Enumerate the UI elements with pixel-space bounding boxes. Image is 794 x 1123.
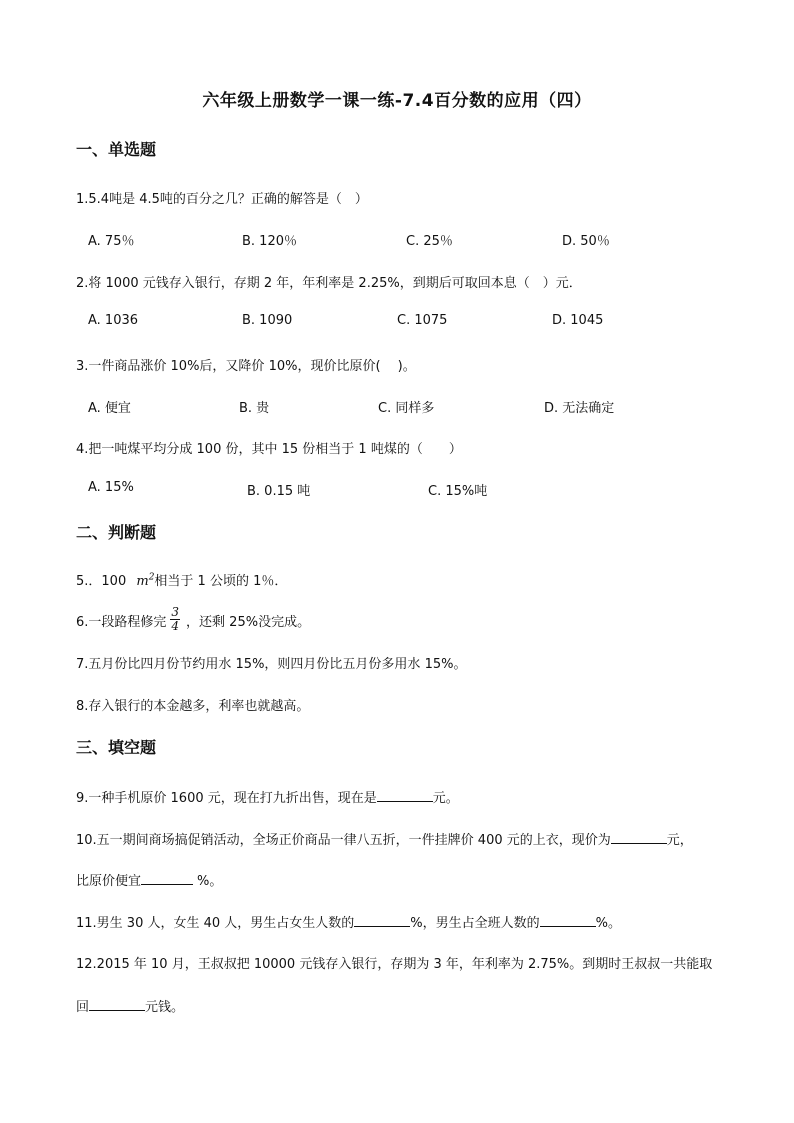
question-8: 8.存入银行的本金越多，利率也就越高。 [76, 699, 310, 714]
question-3: 3.一件商品涨价 10%后，又降价 10%，现价比原价( )。 [76, 359, 416, 374]
q5-unit [136, 574, 154, 589]
question-12-line-2 [76, 996, 184, 1015]
question-2: 2.将 1000 元钱存入银行，存期 2 年，年利率是 2.25%，到期后可取回本息（ ）元． [76, 276, 582, 291]
q11-answer-blank-2[interactable] [540, 914, 596, 927]
q10-answer-blank-2[interactable] [141, 872, 193, 885]
q2-option-a: A. 1036 [88, 313, 139, 328]
q6-numerator: 3 [171, 604, 180, 619]
question-10-line-2 [76, 870, 222, 889]
q2-option-b: B. 1090 [242, 313, 293, 328]
q4-option-c: C. 15%吨 [428, 484, 488, 499]
q6-denominator: 4 [171, 618, 180, 633]
question-12-line-1: 12.2015 年 10 月，王叔叔把 10000 元钱存入银行，存期为 3 年，年利率为 2.75%。到期时王叔叔一共能取 [76, 957, 713, 972]
q2-option-c: C. 1075 [397, 313, 448, 328]
q5-unit-exponent: 2 [148, 572, 155, 583]
q1-option-b: B. 120％ [242, 234, 297, 249]
q10-text-d: %。 [197, 874, 223, 889]
q1-option-a: A. 75％ [88, 234, 135, 249]
q12-text-c: 元钱。 [145, 1000, 185, 1015]
q11-text-b: %，男生占全班人数的 [410, 916, 540, 931]
question-11 [76, 912, 621, 931]
question-6 [76, 605, 310, 635]
section-heading-true-false: 二、判断题 [76, 523, 157, 542]
q10-answer-blank-1[interactable] [611, 831, 667, 844]
q11-answer-blank-1[interactable] [354, 914, 410, 927]
question-10-line-1 [76, 829, 693, 848]
section-heading-single-choice: 一、单选题 [76, 140, 157, 159]
q9-text-b: 元。 [432, 791, 459, 806]
q6-prefix: 6.一段路程修完 [76, 614, 167, 630]
q12-answer-blank[interactable] [89, 998, 145, 1011]
q1-option-c: C. 25％ [406, 234, 453, 249]
q5-prefix: 5.．100 [76, 574, 127, 589]
q10-text-a: 10.五一期间商场搞促销活动，全场正价商品一律八五折，一件挂牌价 400 元的上衣，现价为 [76, 833, 611, 848]
q4-option-a: A. 15% [88, 480, 134, 495]
question-7: 7.五月份比四月份节约用水 15%，则四月份比五月份多用水 15%。 [76, 657, 467, 672]
q11-text-a: 11.男生 30 人，女生 40 人，男生占女生人数的 [76, 916, 355, 931]
q11-text-c: %。 [595, 916, 622, 931]
q10-text-c: 比原价便宜 [76, 874, 142, 889]
q6-fraction [170, 606, 180, 633]
q12-text-b: 回 [76, 1000, 90, 1015]
page-title: 六年级上册数学一课一练-7.4百分数的应用（四） [202, 91, 592, 111]
question-5 [76, 570, 287, 589]
q4-option-b: B. 0.15 吨 [247, 484, 311, 499]
section-heading-fill-blank: 三、填空题 [76, 738, 157, 757]
q5-unit-letter: m [136, 574, 149, 589]
q6-suffix: ，还剩 25%没完成。 [186, 614, 311, 630]
question-1: 1.5.4吨是 4.5吨的百分之几？正确的解答是（ ） [76, 192, 368, 207]
q1-option-d: D. 50％ [562, 234, 610, 249]
q5-suffix: 相当于 1 公顷的 1％． [154, 574, 288, 589]
q2-option-d: D. 1045 [552, 313, 604, 328]
q3-option-b: B. 贵 [239, 401, 270, 416]
q9-text-a: 9.一种手机原价 1600 元，现在打九折出售，现在是 [76, 791, 377, 806]
question-4: 4.把一吨煤平均分成 100 份，其中 15 份相当于 1 吨煤的（ ） [76, 442, 462, 457]
question-9 [76, 787, 459, 806]
q9-answer-blank[interactable] [377, 789, 433, 802]
q3-option-a: A. 便宜 [88, 401, 131, 416]
q10-text-b: 元， [666, 833, 693, 848]
q3-option-d: D. 无法确定 [544, 401, 615, 416]
q3-option-c: C. 同样多 [378, 401, 435, 416]
